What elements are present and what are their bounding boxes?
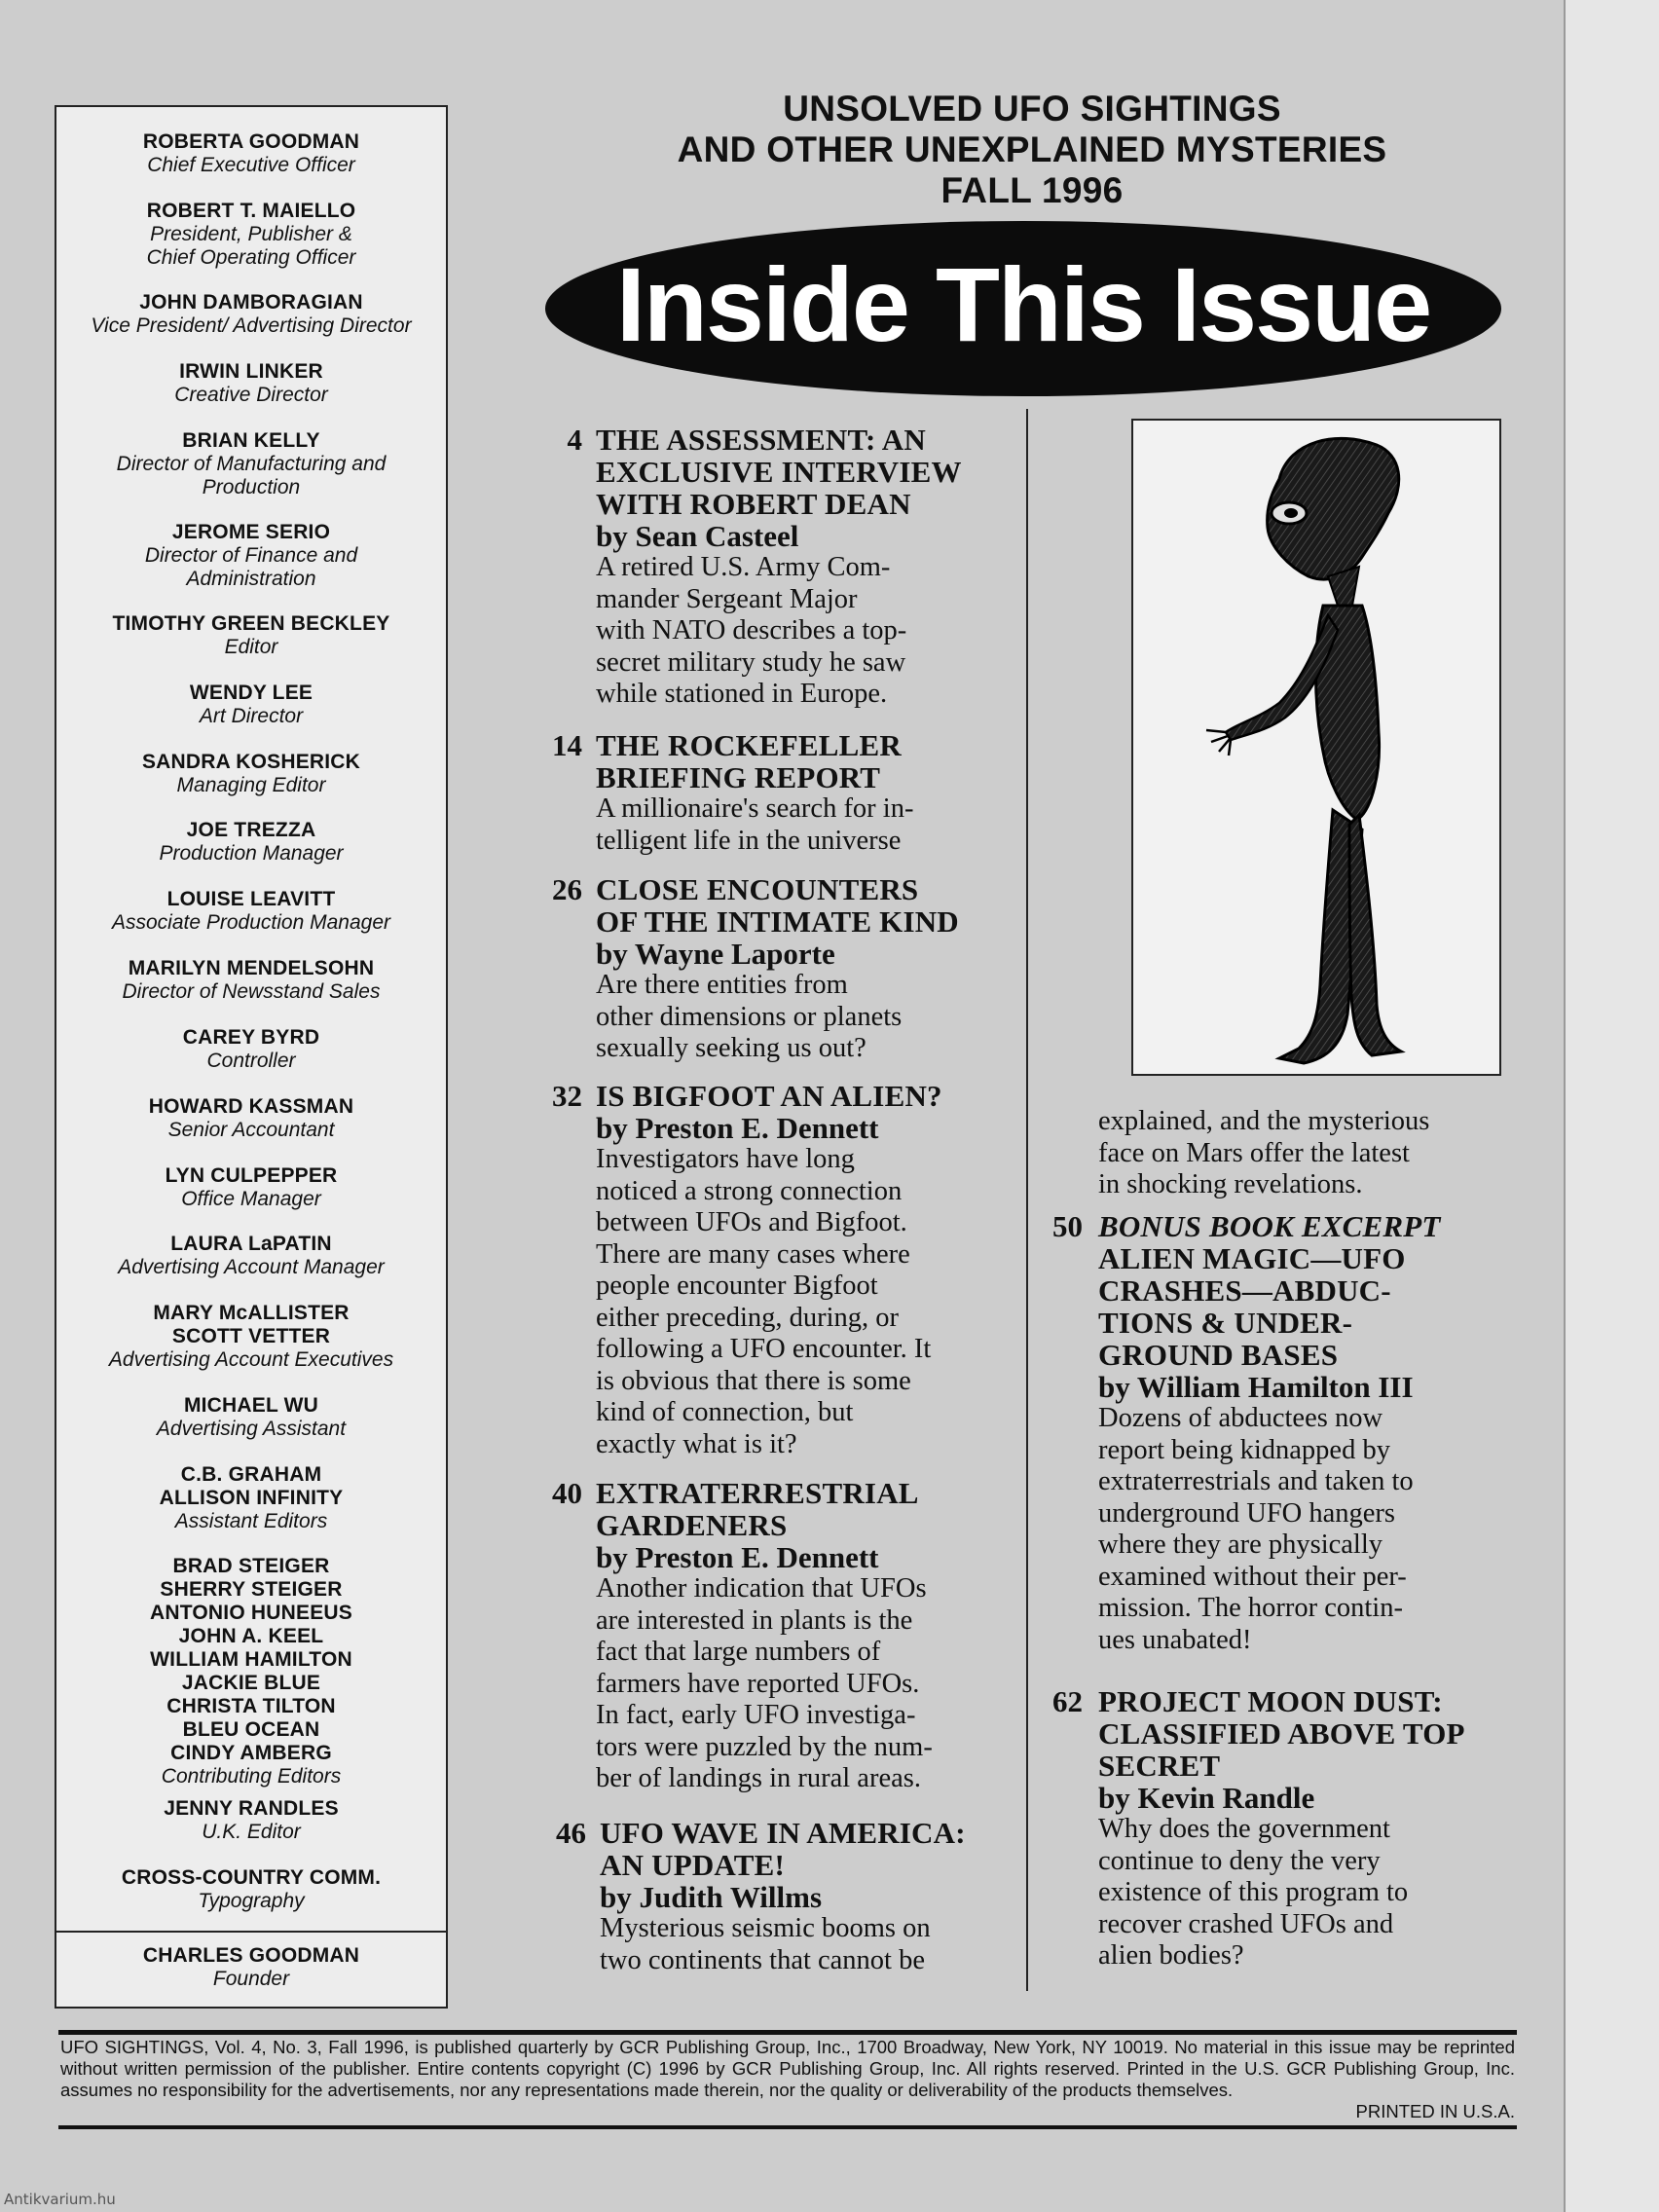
header-line-3: FALL 1996 [940,170,1124,210]
article-description: Are there entities from other dimensions or planets sexually seeking us out? [596,970,903,1063]
footer-rule [58,2030,1517,2035]
article-description: Dozens of abductees now report being kidnapped by extraterrestrials and taken to underground UFO hangers where they are physically examined without their per- mission. The horror contin- ues unabated! [1098,1403,1414,1655]
article-byline: by Preston E. Dennett [596,1540,879,1574]
alien-illustration [1131,419,1501,1076]
staff-title: Editor [224,636,278,658]
staff-entry [56,1555,446,1788]
alien-figure-icon [1133,421,1499,1074]
article-title: PROJECT MOON DUST: CLASSIFIED ABOVE TOP SECRET [1098,1684,1465,1783]
staff-name: CHARLES GOODMAN [142,1944,360,1967]
staff-entry [56,200,446,270]
staff-entry [56,521,446,591]
staff-title: Office Manager [181,1188,321,1210]
staff-title: Chief Executive Officer [147,154,355,176]
staff-name: HOWARD KASSMAN [148,1095,354,1118]
article-description: Mysterious seismic booms on two continents that cannot be [600,1913,931,1975]
staff-title: Assistant Editors [174,1510,328,1532]
staff-entry [56,1866,446,1913]
printed-in-notice: PRINTED IN U.S.A. [1355,2101,1515,2121]
staff-name: JOE TREZZA [186,819,316,841]
staff-name: TIMOTHY GREEN BECKLEY [112,612,390,635]
page-number: 40 [552,1476,582,1510]
article-title: IS BIGFOOT AN ALIEN? [596,1079,942,1113]
staff-entry [56,1797,446,1844]
article-title: EXTRATERRESTRIAL GARDENERS [596,1476,919,1542]
page-number: 46 [556,1816,586,1850]
staff-entry [56,1026,446,1073]
staff-name: CAREY BYRD [182,1026,320,1049]
staff-entry [56,682,446,728]
page-number: 14 [552,728,582,762]
staff-entry [56,1095,446,1142]
staff-title: Art Director [199,705,304,727]
staff-name: BRAD STEIGER SHERRY STEIGER ANTONIO HUNEEUS JOHN A. KEEL WILLIAM HAMILTON JACKIE BLUE CHRISTA TILTON BLEU OCEAN CINDY AMBERG [150,1555,352,1764]
article-description: Another indication that UFOs are interested in plants is the fact that large numbers of farmers have reported UFOs. In fact, early UFO investiga- tors were puzzled by the num- ber of landings in rural areas. [596,1573,933,1793]
staff-name: LAURA LaPATIN [170,1233,332,1255]
staff-name: MARILYN MENDELSOHN [128,957,375,979]
staff-entry [56,888,446,935]
article-byline: by Preston E. Dennett [596,1111,879,1145]
staff-title: Production Manager [159,842,344,865]
staff-title: Director of Manufacturing and Production [116,453,387,498]
article-byline: by William Hamilton III [1098,1370,1414,1404]
article-byline: by Wayne Laporte [596,937,835,971]
article-byline: by Judith Willms [600,1880,823,1914]
article-byline: by Kevin Randle [1098,1781,1315,1815]
continued-description: explained, and the mysterious face on Mars offer the latest in shocking revelations. [1098,1106,1430,1199]
banner-title: Inside This Issue [615,245,1431,363]
article-description: Investigators have long noticed a strong connection between UFOs and Bigfoot. There are many cases where people encounter Bigfoot either preceding, during, or following a UFO encounter. It is obvious that there is some kind of connection, but exactly what is it? [596,1144,932,1459]
staff-entry [56,1164,446,1211]
page-number: 32 [552,1079,582,1113]
staff-name: JOHN DAMBORAGIAN [139,291,363,313]
masthead-box [55,105,448,2009]
staff-entry [56,1463,446,1533]
staff-entry [56,1394,446,1441]
watermark: Antikvarium.hu [4,2191,116,2208]
staff-title: Typography [198,1890,305,1912]
article-description: A retired U.S. Army Com- mander Sergeant Major with NATO describes a top- secret military study he saw while stationed in Europe. [596,552,907,709]
staff-name: CROSS-COUNTRY COMM. [121,1866,382,1889]
article-title: THE ASSESSMENT: AN EXCLUSIVE INTERVIEW WITH ROBERT DEAN [596,423,962,521]
column-divider [1026,409,1028,1991]
page-number: 4 [567,423,582,457]
article-description: Why does the government continue to deny the very existence of this program to recover crashed UFOs and alien bodies? [1098,1814,1409,1971]
header-line-2: AND OTHER UNEXPLAINED MYSTERIES [677,129,1387,169]
staff-title: U.K. Editor [202,1821,301,1843]
staff-name: LYN CULPEPPER [165,1164,338,1187]
article-title: UFO WAVE IN AMERICA: AN UPDATE! [600,1816,966,1882]
staff-entry [56,751,446,797]
staff-entry [56,130,446,177]
header-line-1: UNSOLVED UFO SIGHTINGS [783,89,1281,129]
staff-name: MARY McALLISTER SCOTT VETTER [153,1302,350,1347]
staff-name: WENDY LEE [189,682,313,704]
staff-title: Founder [212,1968,290,1990]
article-kicker: BONUS BOOK EXCERPT [1098,1209,1441,1243]
staff-entry [56,360,446,407]
staff-entry [56,429,446,499]
founder-divider [56,1931,446,1933]
staff-title: Advertising Assistant [156,1418,347,1440]
staff-name: SANDRA KOSHERICK [141,751,361,773]
staff-entry [56,291,446,338]
staff-name: MICHAEL WU [183,1394,319,1417]
page-edge [1564,0,1659,2212]
staff-title: Managing Editor [176,774,326,796]
staff-name: IRWIN LINKER [179,360,323,383]
staff-title: Advertising Account Manager [118,1256,385,1278]
article-title: CLOSE ENCOUNTERS OF THE INTIMATE KIND [596,872,959,939]
staff-title: President, Publisher & Chief Operating Officer [146,223,356,269]
staff-name: LOUISE LEAVITT [166,888,336,910]
staff-name: ROBERTA GOODMAN [142,130,360,153]
staff-title: Vice President/ Advertising Director [91,314,412,337]
article-title: ALIEN MAGIC—UFO CRASHES—ABDUC- TIONS & UNDER- GROUND BASES [1098,1241,1406,1372]
staff-name: ROBERT T. MAIELLO [146,200,356,222]
staff-title: Associate Production Manager [112,911,390,934]
article-description: A millionaire's search for in- telligent life in the universe [596,793,914,856]
staff-entry-founder [56,1944,446,1991]
publication-notice: UFO SIGHTINGS, Vol. 4, No. 3, Fall 1996, is published quarterly by GCR Publishing Group, Inc., 1700 Broadway, New York, NY 10019. No material in this issue may be reprinted without written permission of the publisher. Entire contents copyright (C) 1996 by GCR Publishing Group, Inc. All rights reserved. Printed in the U.S. GCR Publishing Group, Inc. assumes no responsibility for the advertisements, nor any representations made therein, nor the quality or deliverability of the products themselves. [60,2037,1515,2100]
page-number: 62 [1052,1684,1083,1718]
staff-name: JENNY RANDLES [164,1797,339,1820]
staff-title: Director of Newsstand Sales [122,980,381,1003]
staff-entry [56,612,446,659]
staff-title: Controller [206,1050,296,1072]
staff-title: Senior Accountant [167,1119,335,1141]
staff-title: Contributing Editors [161,1765,342,1788]
article-title: THE ROCKEFELLER BRIEFING REPORT [596,728,902,794]
article-byline: by Sean Casteel [596,519,799,553]
staff-name: C.B. GRAHAM ALLISON INFINITY [159,1463,344,1509]
staff-entry [56,1233,446,1279]
staff-name: BRIAN KELLY [182,429,320,452]
page-number: 50 [1052,1209,1083,1243]
staff-name: JEROME SERIO [171,521,331,543]
staff-title: Director of Finance and Administration [144,544,358,590]
staff-entry [56,1302,446,1372]
footer-rule [58,2125,1517,2129]
staff-entry [56,957,446,1004]
staff-title: Creative Director [174,384,328,406]
staff-entry [56,819,446,866]
staff-title: Advertising Account Executives [108,1348,394,1371]
page-number: 26 [552,872,582,906]
